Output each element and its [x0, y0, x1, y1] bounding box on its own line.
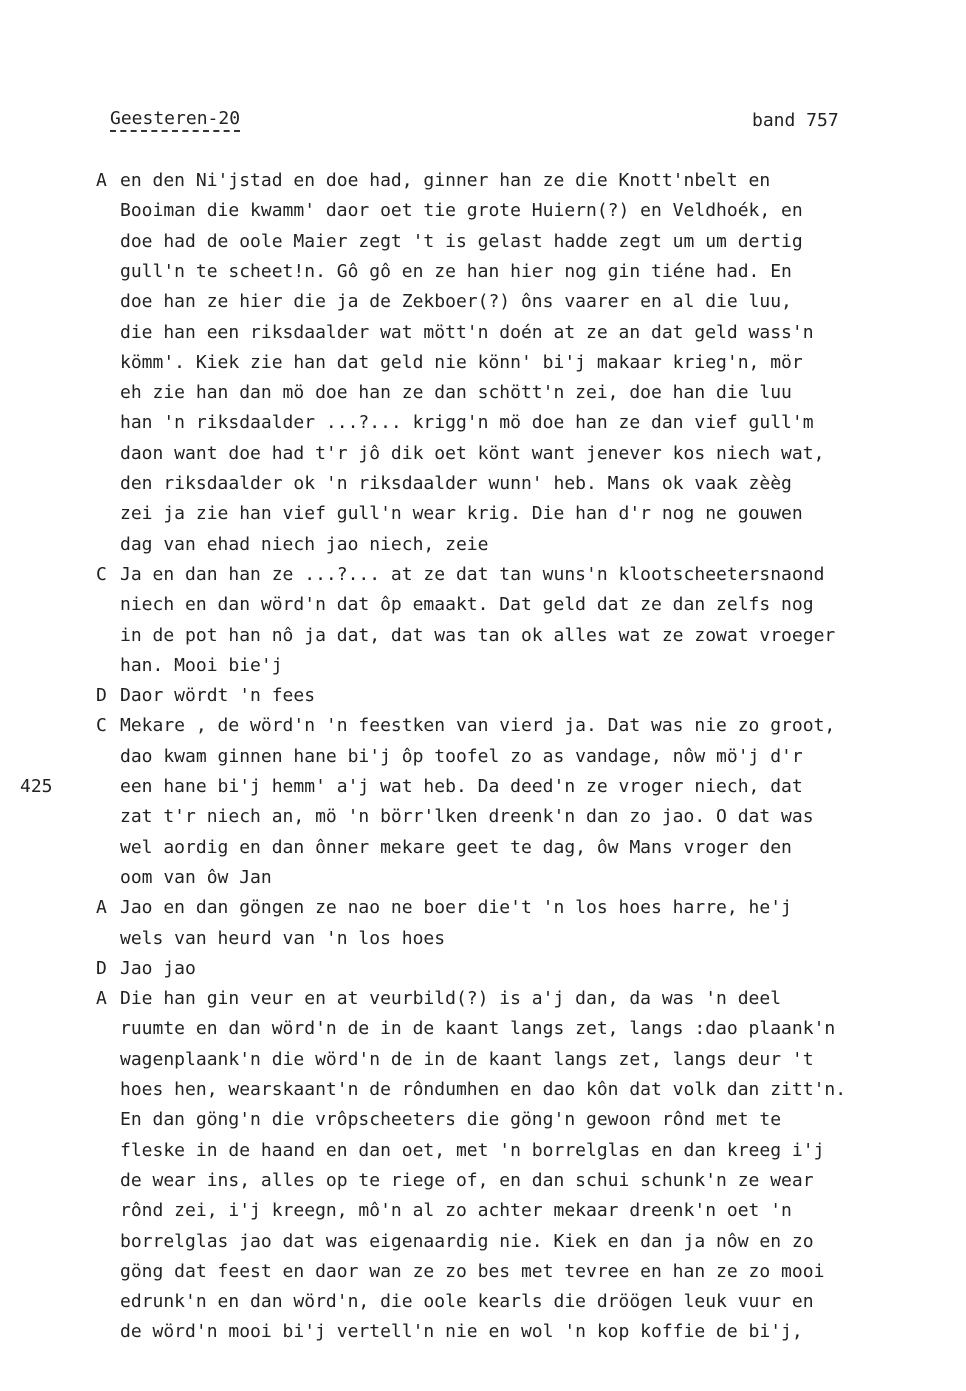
- transcript-line: die han een riksdaalder wat mött'n doén at ze an dat geld wass'n: [120, 322, 814, 343]
- transcript-line: Ja en dan han ze ...?... at ze dat tan wuns'n klootscheetersnaond: [120, 564, 825, 585]
- speaker-label: A: [96, 897, 107, 918]
- transcript-line: göng dat feest en daor wan ze zo bes met tevree en han ze zo mooi: [120, 1261, 825, 1282]
- margin-line-number: 425: [20, 776, 53, 797]
- transcript-line: gull'n te scheet!n. Gô gô en ze han hier nog gin tiéne had. En: [120, 261, 792, 282]
- transcript-line: niech en dan wörd'n dat ôp emaakt. Dat geld dat ze dan zelfs nog: [120, 594, 814, 615]
- transcript-line: han. Mooi bie'j: [120, 655, 283, 676]
- header-tape-number: band 757: [752, 110, 839, 131]
- transcript-line: edrunk'n en dan wörd'n, die oole kearls die dröögen leuk vuur en: [120, 1291, 814, 1312]
- transcript-line: de wear ins, alles op te riege of, en dan schui schunk'n ze wear: [120, 1170, 814, 1191]
- transcript-line: han 'n riksdaalder ...?... krigg'n mö doe han ze dan vief gull'm: [120, 412, 814, 433]
- speaker-label: C: [96, 564, 107, 585]
- transcript-line: hoes hen, wearskaant'n de rôndumhen en dao kôn dat volk dan zitt'n.: [120, 1079, 847, 1100]
- transcript-line: ruumte en dan wörd'n de in de kaant langs zet, langs :dao plaank'n: [120, 1018, 836, 1039]
- transcript-line: Jao jao: [120, 958, 196, 979]
- transcript-line: En dan göng'n die vrôpscheeters die göng'n gewoon rônd met te: [120, 1109, 782, 1130]
- transcript-line: den riksdaalder ok 'n riksdaalder wunn' heb. Mans ok vaak zèèg: [120, 473, 792, 494]
- transcript-line: kömm'. Kiek zie han dat geld nie könn' bi'j makaar krieg'n, mör: [120, 352, 803, 373]
- transcript-line: wels van heurd van 'n los hoes: [120, 928, 446, 949]
- transcript-line: fleske in de haand en dan oet, met 'n borrelglas en dan kreeg i'j: [120, 1140, 825, 1161]
- transcript-line: oom van ôw Jan: [120, 867, 272, 888]
- transcript-line: Jao en dan göngen ze nao ne boer die't 'n los hoes harre, he'j: [120, 897, 792, 918]
- transcript-line: dao kwam ginnen hane bi'j ôp toofel zo as vandage, nôw mö'j d'r: [120, 746, 803, 767]
- transcript-line: wel aordig en dan ônner mekare geet te dag, ôw Mans vroger den: [120, 837, 792, 858]
- transcript-line: rônd zei, i'j kreegn, mô'n al zo achter mekaar dreenk'n oet 'n: [120, 1200, 792, 1221]
- transcript-line: Mekare , de wörd'n 'n feestken van vierd ja. Dat was nie zo groot,: [120, 715, 836, 736]
- transcript-line: en den Ni'jstad en doe had, ginner han ze die Knott'nbelt en: [120, 170, 771, 191]
- transcript-line: Daor wördt 'n fees: [120, 685, 316, 706]
- transcript-line: daon want doe had t'r jô dik oet könt want jenever kos niech wat,: [120, 443, 825, 464]
- transcript-line: borrelglas jao dat was eigenaardig nie. Kiek en dan ja nôw en zo: [120, 1231, 814, 1252]
- transcript-line: Die han gin veur en at veurbild(?) is a'j dan, da was 'n deel: [120, 988, 782, 1009]
- transcript-line: wagenplaank'n die wörd'n de in de kaant langs zet, langs deur 't: [120, 1049, 814, 1070]
- transcript-line: doe han ze hier die ja de Zekboer(?) ôns vaarer en al die luu,: [120, 291, 792, 312]
- transcript-line: Booiman die kwamm' daor oet tie grote Huiern(?) en Veldhoék, en: [120, 200, 803, 221]
- transcript-line: eh zie han dan mö doe han ze dan schött'n zei, doe han die luu: [120, 382, 792, 403]
- transcript-line: de wörd'n mooi bi'j vertell'n nie en wol 'n kop koffie de bi'j,: [120, 1321, 803, 1342]
- speaker-label: A: [96, 988, 107, 1009]
- header-location: Geesteren-20: [110, 108, 240, 132]
- speaker-label: A: [96, 170, 107, 191]
- transcript-line: doe had de oole Maier zegt 't is gelast hadde zegt um um dertig: [120, 231, 803, 252]
- speaker-label: C: [96, 715, 107, 736]
- transcript-line: een hane bi'j hemm' a'j wat heb. Da deed'n ze vroger niech, dat: [120, 776, 803, 797]
- speaker-label: D: [96, 958, 107, 979]
- transcript-line: in de pot han nô ja dat, dat was tan ok alles wat ze zowat vroeger: [120, 625, 836, 646]
- transcript-line: zat t'r niech an, mö 'n börr'lken dreenk'n dan zo jao. O dat was: [120, 806, 814, 827]
- transcript-line: zei ja zie han vief gull'n wear krig. Die han d'r nog ne gouwen: [120, 503, 803, 524]
- speaker-label: D: [96, 685, 107, 706]
- transcript-line: dag van ehad niech jao niech, zeie: [120, 534, 489, 555]
